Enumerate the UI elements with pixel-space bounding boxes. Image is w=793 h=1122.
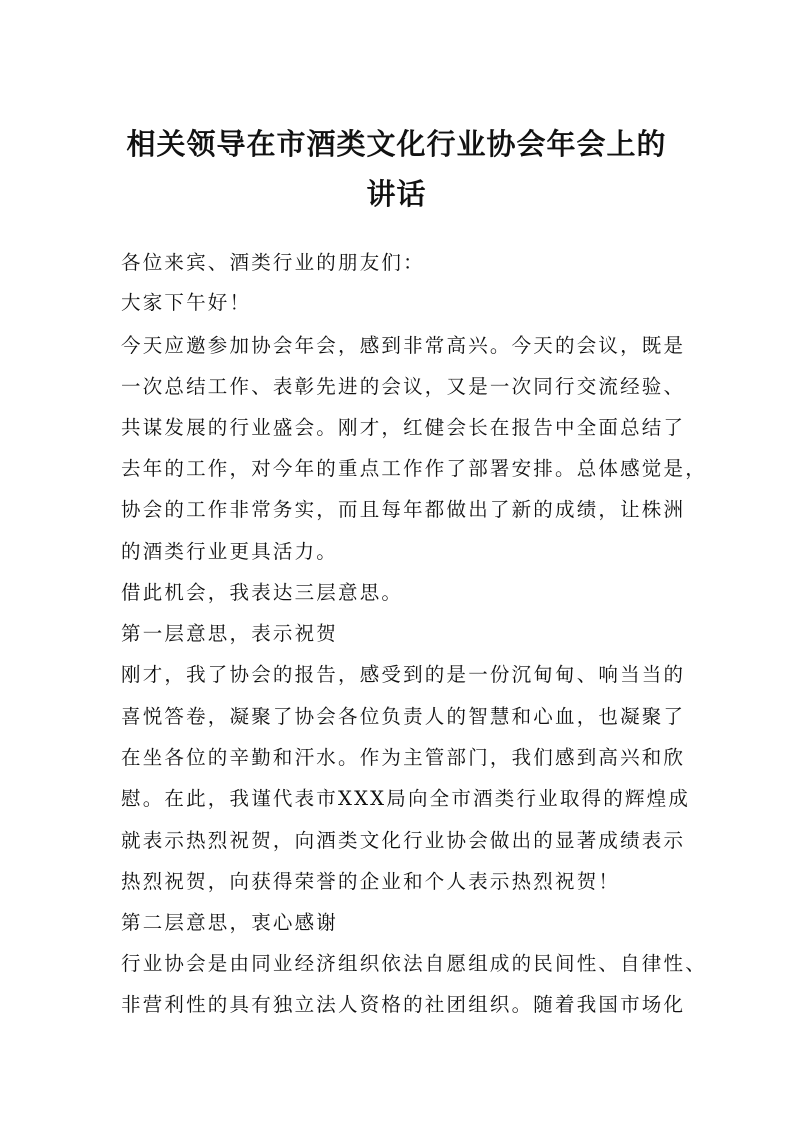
body-line: 慰。在此，我谨代表市XXX局向全市酒类行业取得的辉煌成 <box>121 787 691 810</box>
body-line: 行业协会是由同业经济组织依法自愿组成的民间性、自律性、 <box>121 952 707 975</box>
body-line: 借此机会，我表达三层意思。 <box>121 581 404 604</box>
body-line: 共谋发展的行业盛会。刚才，红健会长在报告中全面总结了 <box>121 416 686 439</box>
body-line: 非营利性的具有独立法人资格的社团组织。随着我国市场化 <box>121 993 686 1016</box>
body-line: 大家下午好！ <box>121 291 252 314</box>
body-line: 在坐各位的辛勤和汗水。作为主管部门，我们感到高兴和欣 <box>121 746 686 769</box>
body-line: 各位来宾、酒类行业的朋友们： <box>121 251 425 274</box>
section-heading: 第一层意思，表示祝贺 <box>121 622 339 645</box>
body-line: 今天应邀参加协会年会，感到非常高兴。今天的会议，既是 <box>121 334 686 357</box>
body-line: 的酒类行业更具活力。 <box>121 540 339 563</box>
document-title-line-1: 相关领导在市酒类文化行业协会年会上的 <box>126 127 667 161</box>
body-line: 就表示热烈祝贺，向酒类文化行业协会做出的显著成绩表示 <box>121 829 686 852</box>
body-line: 喜悦答卷，凝聚了协会各位负责人的智慧和心血，也凝聚了 <box>121 705 686 728</box>
body-line: 协会的工作非常务实，而且每年都做出了新的成绩，让株洲 <box>121 498 686 521</box>
body-line: 刚才，我了协会的报告，感受到的是一份沉甸甸、响当当的 <box>121 663 686 686</box>
section-heading: 第二层意思，衷心感谢 <box>121 911 339 934</box>
body-line: 去年的工作，对今年的重点工作作了部署安排。总体感觉是， <box>121 457 707 480</box>
body-line: 热烈祝贺，向获得荣誉的企业和个人表示热烈祝贺！ <box>121 870 621 893</box>
body-line: 一次总结工作、表彰先进的会议，又是一次同行交流经验、 <box>121 375 686 398</box>
document-title-line-2: 讲话 <box>366 177 427 211</box>
